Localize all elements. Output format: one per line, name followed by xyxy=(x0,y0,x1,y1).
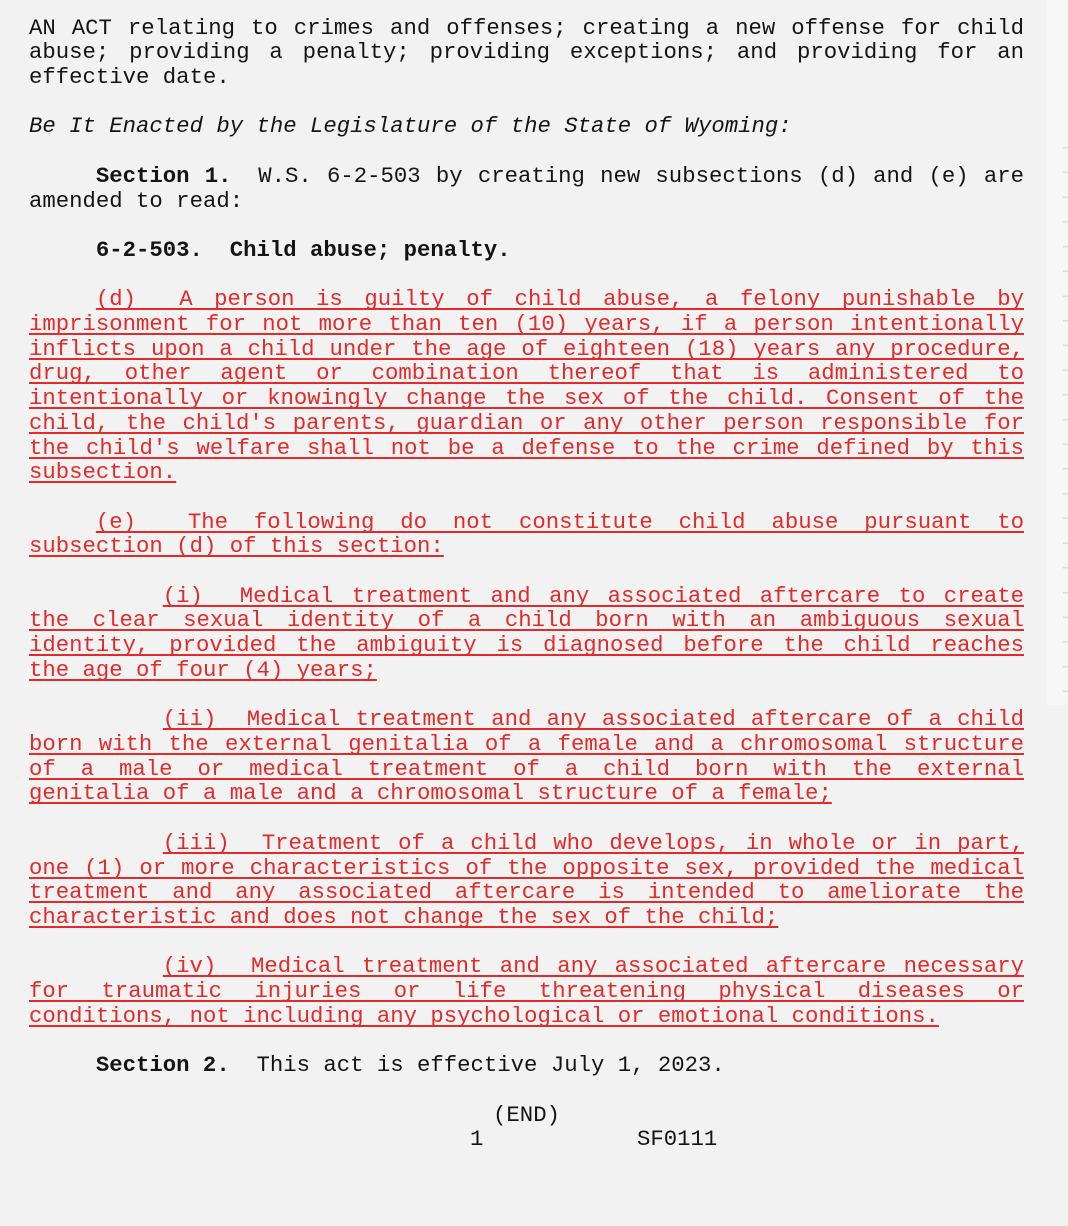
section-1-text: W.S. 6-2-503 by creating new subsections (d) and (e) are xyxy=(258,162,1024,189)
subsection-d-line: intentionally or knowingly change the sex of the child. Consent of the xyxy=(29,385,1024,412)
page-number: 1 xyxy=(470,1126,484,1153)
paragraph-i-line: (i) Medical treatment and any associated aftercare to create xyxy=(162,582,1024,609)
paragraph-i-line: identity, provided the ambiguity is diagnosed before the child reaches xyxy=(29,632,1024,659)
paragraph-i-line: the clear sexual identity of a child born with an ambiguous sexual xyxy=(29,607,1024,634)
subsection-e-last-text: subsection (d) of this section: xyxy=(29,533,444,560)
section-1-line: amended to read: xyxy=(29,187,244,214)
statute-heading-paragraph xyxy=(29,238,1024,263)
paragraph-iii-line xyxy=(29,905,1024,930)
subsection-d-line: (d) A person is guilty of child abuse, a felony punishable by xyxy=(95,286,1024,313)
title-paragraph xyxy=(29,16,1024,90)
paragraph-iv-line: (iv) Medical treatment and any associated aftercare necessary xyxy=(162,953,1024,980)
paragraph-iv-line xyxy=(29,1004,1024,1029)
section-1-paragraph xyxy=(29,164,1024,213)
paragraph-iv xyxy=(29,954,1024,1028)
paragraph-ii xyxy=(29,707,1024,806)
paragraph-i-last-text: the age of four (4) years; xyxy=(29,656,377,683)
section-1-line xyxy=(96,164,1024,189)
paragraph-ii-line xyxy=(29,781,1024,806)
section-2-line xyxy=(96,1053,1024,1078)
subsection-e-line: (e) The following do not constitute child abuse pursuant to xyxy=(95,508,1024,535)
paragraph-i-line xyxy=(29,658,1024,683)
statute-heading: 6-2-503. Child abuse; penalty. xyxy=(95,236,511,263)
paragraph-i xyxy=(29,584,1024,683)
section-2-text: This act is effective July 1, 2023. xyxy=(256,1052,725,1079)
paragraph-iv-line: for traumatic injuries or life threatening physical diseases or xyxy=(29,978,1024,1005)
bill-text xyxy=(29,16,1024,1152)
paragraph-ii-line: of a male or medical treatment of a child born with the external xyxy=(29,755,1024,782)
paragraph-ii-line: born with the external genitalia of a female and a chromosomal structure xyxy=(29,730,1024,757)
section-2-paragraph xyxy=(29,1053,1024,1078)
right-margin-strip xyxy=(1046,0,1068,705)
paragraph-iii-line: (iii) Treatment of a child who develops, in whole or in part, xyxy=(162,829,1024,856)
section-2-label: Section 2. xyxy=(95,1052,230,1079)
page-footer xyxy=(29,1127,1024,1152)
subsection-d-line: drug, other agent or combination thereof that is administered to xyxy=(29,360,1024,387)
paragraph-ii-line: (ii) Medical treatment and any associated aftercare of a child xyxy=(162,706,1024,733)
subsection-d xyxy=(29,287,1024,485)
subsection-e-line xyxy=(29,534,1024,559)
bill-number: SF0111 xyxy=(637,1126,718,1153)
section-1-label: Section 1. xyxy=(95,162,232,189)
title-line: AN ACT relating to crimes and offenses; creating a new offense for child xyxy=(29,14,1024,41)
paragraph-iii-line: one (1) or more characteristics of the opposite sex, provided the medical xyxy=(29,854,1024,881)
paragraph-ii-last-text: genitalia of a male and a chromosomal structure of a female; xyxy=(29,780,832,807)
title-line: abuse; providing a penalty; providing exceptions; and providing for an xyxy=(29,39,1024,66)
paragraph-iv-last-text: conditions, not including any psychological or emotional conditions. xyxy=(29,1002,939,1029)
line-number-marks xyxy=(1063,136,1068,696)
end-marker: (END) xyxy=(493,1101,560,1128)
subsection-d-line: the child's welfare shall not be a defense to the crime defined by this xyxy=(29,434,1024,461)
subsection-d-line: inflicts upon a child under the age of eighteen (18) years any procedure, xyxy=(29,335,1024,362)
paragraph-iii-last-text: characteristic and does not change the sex of the child; xyxy=(29,903,779,930)
subsection-d-line: child, the child's parents, guardian or any other person responsible for xyxy=(29,409,1024,436)
subsection-d-line xyxy=(29,460,1024,485)
enacting-clause-paragraph xyxy=(29,114,1024,139)
paragraph-iii xyxy=(29,831,1024,930)
enacting-clause: Be It Enacted by the Legislature of the State of Wyoming: xyxy=(29,113,792,140)
subsection-d-last-text: subsection. xyxy=(29,459,177,486)
subsection-d-line: imprisonment for not more than ten (10) years, if a person intentionally xyxy=(29,311,1024,338)
subsection-e xyxy=(29,510,1024,559)
title-line: effective date. xyxy=(29,64,230,90)
paragraph-iii-line: treatment and any associated aftercare is intended to ameliorate the xyxy=(29,879,1024,906)
